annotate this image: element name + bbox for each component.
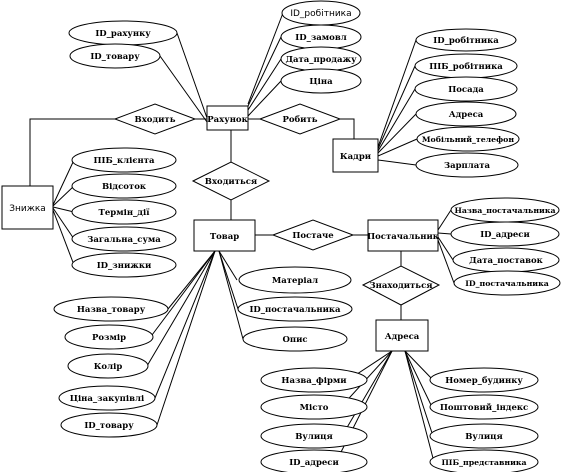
entity-rahunok-label: Рахунок [207,115,248,125]
relationship-robyt [260,104,340,134]
attribute-zn-zahalna-suma [72,227,176,251]
attribute-ad-pib-predstavnyka-label: ПІБ_представника [441,458,527,467]
attribute-zn-termin-dii-label: Термін_дії [98,208,150,218]
entity-adresa [376,320,428,351]
entity-znyzhka-label: Знижка [9,204,46,214]
attribute-ps-data-postavky-label: Дата_поставок [469,256,543,266]
attribute-id-robitnyka-top [282,1,360,25]
attribute-ad-nomer-budynku-label: Номер_будинку [445,376,523,386]
attribute-kadry-zarplata [416,153,518,177]
attribute-ps-data-postavky [453,248,559,272]
attribute-ad-vulytsia-left-label: Вулиця [295,432,333,442]
relationship-vkhodyt-2 [193,162,269,200]
entity-rahunok [207,106,249,130]
attribute-tsina [281,69,361,93]
attribute-tv-kolir [68,354,148,378]
attribute-id-zamovl-label: ID_замовл [295,33,347,43]
attribute-tv-material-label: Матеріал [271,276,319,286]
attribute-id-tovaru-top-label: ID_товару [90,52,140,62]
attribute-zn-termin-dii [72,200,176,224]
attribute-ps-id-adresy-label: ID_адреси [480,230,530,240]
attribute-id-zamovl [281,25,361,49]
attribute-tv-rozmir-label: Розмір [91,333,127,343]
attribute-zn-id-znyzhky [72,253,176,277]
attribute-tv-tsina-zakupivli-label: Ціна_закупівлі [69,394,145,404]
entity-kadry [333,139,378,172]
attribute-tv-kolir-label: Колір [93,362,123,372]
attribute-ad-pib-predstavnyka [430,450,538,472]
entity-znyzhka [2,186,53,229]
attribute-kadry-zarplata-label: Зарплата [443,161,491,171]
attribute-tv-nazva-tovaru-label: Назва_товару [76,305,146,315]
attribute-id-tovaru-top [70,44,160,68]
attribute-zn-zahalna-suma-label: Загальна_сума [87,235,161,245]
entity-postachalnyk [367,220,440,251]
attribute-data-prodazhu [281,47,361,71]
attribute-ps-id-postachalnyka-label: ID_постачальника [465,279,549,288]
attribute-kadry-posada [415,77,517,101]
attribute-zn-vidsotok [72,174,176,198]
entity-postachalnyk-label: Постачальник [367,232,439,242]
attribute-ps-id-postachalnyka [454,271,560,295]
attribute-ps-id-adresy [451,222,559,246]
attribute-zn-pib-klienta [72,148,176,172]
attribute-ad-vulytsia-right [430,424,538,448]
attribute-tv-rozmir [65,325,153,349]
attribute-data-prodazhu-label: Дата_продажу [285,55,357,65]
entity-adresa-label: Адреса [384,332,420,342]
relationship-vkhodyt-1-label: Входить [134,115,176,125]
attribute-zn-pib-klienta-label: ПІБ_клієнта [93,156,155,166]
attribute-ad-poshtovyi-indeks [430,395,538,419]
relationship-postache [273,220,353,250]
attribute-ad-nazva-firmy-label: Назва_фірми [281,376,347,386]
entity-kadry-label: Кадри [339,152,372,162]
attribute-ad-nomer-budynku [430,368,538,392]
attribute-zn-id-znyzhky-label: ID_знижки [96,261,152,271]
attribute-ad-misto-label: Місто [299,403,329,413]
attribute-tv-id-postachalnyka [238,297,352,321]
attribute-ad-vulytsia-right-label: Вулиця [465,432,503,442]
attribute-tv-id-tovaru-label: ID_товару [84,421,134,431]
attribute-ad-vulytsia-left [261,424,367,448]
attribute-ps-nazva-postachalnyka-label: Назва_постачальника [454,206,556,215]
attribute-kadry-id-robitnyka-label: ID_робітника [433,36,499,46]
attribute-kadry-mobilnyi [417,127,519,151]
attribute-ad-poshtovyi-indeks-label: Поштовий_індекс [439,403,529,413]
attribute-tv-id-tovaru [61,413,157,437]
attribute-id-rakhunku [69,21,177,45]
relationship-vkhodyt-1 [115,104,195,134]
attribute-ad-id-adresy-label: ID_адреси [289,458,339,468]
attribute-kadry-pib-label: ПІБ_робітника [429,62,503,72]
relationship-vkhodyt-2-label: Входиться [204,177,258,187]
relationship-postache-label: Постаче [292,231,334,241]
attribute-tv-id-postachalnyka-label: ID_постачальника [249,305,341,315]
attribute-tv-nazva-tovaru [54,297,168,321]
relationship-robyt-label: Робить [282,115,318,125]
attribute-tv-tsina-zakupivli [59,386,155,410]
attribute-ps-nazva-postachalnyka [451,198,559,222]
attribute-zn-vidsotok-label: Відсоток [102,182,146,192]
attribute-tv-opys [243,327,347,351]
attribute-kadry-id-robitnyka [416,29,516,51]
entity-tovar [194,220,255,251]
attribute-kadry-pib [415,54,517,78]
attribute-kadry-adresa [416,102,516,126]
attribute-id-rakhunku-label: ID_рахунку [95,29,151,39]
attribute-ad-misto [261,395,367,419]
attribute-kadry-posada-label: Посада [448,85,484,95]
attribute-tv-opys-label: Опис [282,335,308,345]
relationship-znakhodytsia [363,266,439,305]
attribute-ad-id-adresy [261,450,367,472]
relationship-znakhodytsia-label: Знаходиться [369,281,433,291]
attribute-tv-material [239,267,351,293]
attribute-id-robitnyka-top-label: ID_робітника [290,9,352,19]
entity-tovar-label: Товар [209,232,240,242]
attribute-kadry-mobilnyi-label: Мобільний_телефон [421,135,515,144]
attribute-tsina-label: Ціна [309,77,333,87]
attribute-ad-nazva-firmy [261,368,367,392]
attribute-kadry-adresa-label: Адреса [448,110,484,120]
